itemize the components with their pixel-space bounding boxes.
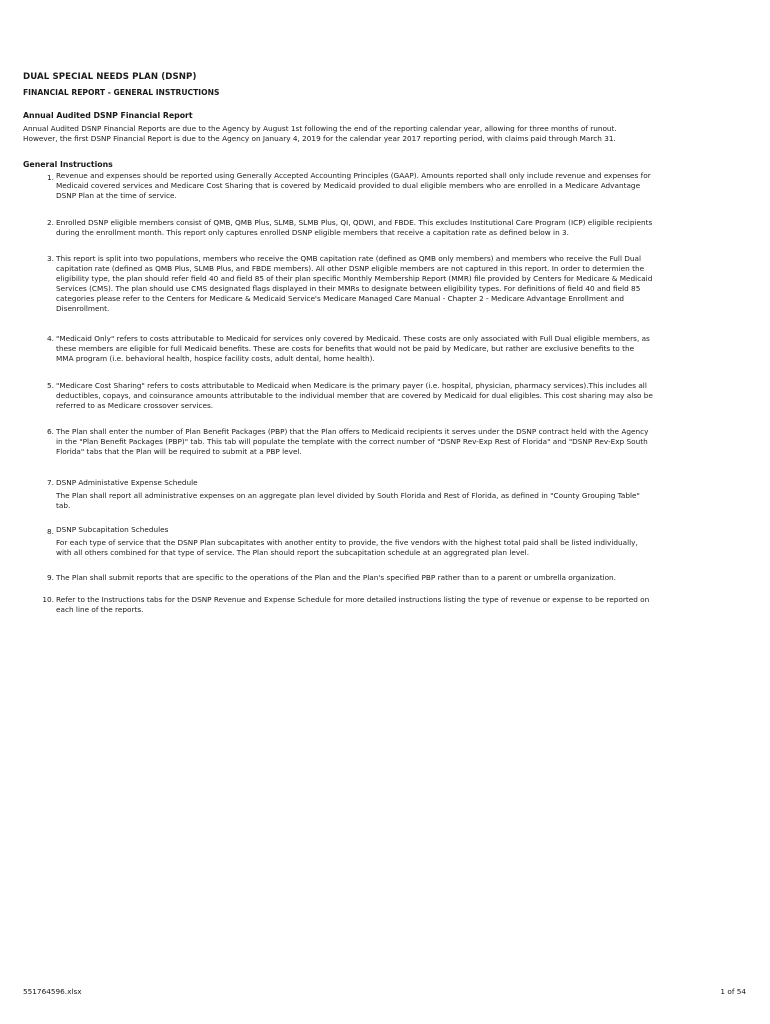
item-number: 1.: [47, 173, 54, 182]
item-number: 10.: [42, 595, 54, 604]
item-line: referred to as Medicare crossover services.: [56, 400, 214, 410]
document-subtitle: FINANCIAL REPORT - GENERAL INSTRUCTIONS: [23, 88, 220, 97]
paragraph-line: Annual Audited DSNP Financial Reports are due to the Agency by August 1st following the end of the reporting calendar year, allowing for three months of runout.: [23, 124, 617, 133]
item-line: MMA program (i.e. behavioral health, hospice facility costs, adult dental, home health).: [56, 353, 375, 363]
item-number: 4.: [47, 334, 54, 343]
item-line: Medicaid covered services and Medicare Cost Sharing that is covered by Medicaid provided to dual eligible members who are enrolled in a Medicare Advantage: [56, 180, 641, 190]
item-text: [56, 427, 746, 457]
item-line: DSNP Administative Expense Schedule: [56, 478, 198, 487]
item-text: [56, 478, 746, 511]
item-line: categories please refer to the Centers for Medicare & Medicaid Service's Medicare Managed Care Manual - Chapter 2 - Medicare Advantage Enrollment and: [56, 293, 624, 303]
item-line: The Plan shall submit reports that are specific to the operations of the Plan and the Plan's specified PBP rather than to a parent or umbrella organization.: [56, 573, 616, 582]
item-number: 7.: [47, 478, 54, 487]
item-line: This report is split into two populations, members who receive the QMB capitation rate (defined as QMB only members) and members who receive the Full Dual: [56, 254, 642, 263]
item-line: in the "Plan Benefit Packages (PBP)" tab. This tab will populate the template with the correct number of "DSNP Rev-Exp Rest of Florida" and "DSNP Rev-Exp South: [56, 436, 648, 446]
item-line: Enrolled DSNP eligible members consist of QMB, QMB Plus, SLMB, SLMB Plus, QI, QDWI, and FBDE. This excludes Institutional Care Program (ICP) eligible recipients: [56, 218, 653, 227]
item-text: [56, 218, 746, 238]
item-line: "Medicaid Only" refers to costs attributable to Medicaid for services only covered by Medicaid. These costs are only associated with Full Dual eligible members, as: [56, 334, 650, 343]
footer-filename: 551764596.xlsx: [23, 987, 82, 996]
footer-page-number: 1 of 54: [720, 987, 746, 996]
item-line: For each type of service that the DSNP Plan subcapitates with another entity to provide, the five vendors with the highest total paid shall be listed individually,: [56, 537, 638, 547]
item-line: Disenrollment.: [56, 303, 110, 313]
item-line: capitation rate (defined as QMB Plus, SLMB Plus, and FBDE members). All other DSNP eligible members are not captured in this report. In order to determien the: [56, 263, 645, 273]
item-number: 2.: [47, 218, 54, 227]
item-line: deductibles, copays, and coinsurance amounts attributable to the individual member that are covered by Medicaid for dual eligibles. This cost sharing may also be: [56, 390, 653, 400]
item-line: during the enrollment month. This report only captures enrolled DSNP eligible members that receive a capitation rate as defined below in 3.: [56, 227, 569, 237]
annual-report-heading: Annual Audited DSNP Financial Report: [23, 111, 193, 120]
general-instructions-heading: General Instructions: [23, 160, 113, 169]
item-line: The Plan shall report all administrative expenses on an aggregate plan level divided by South Florida and Rest of Florida, as defined in "County Grouping Table": [56, 490, 640, 500]
item-line: eligibility type, the plan should refer field 40 and field 85 of their plan specific Monthly Membership Report (MMR) file provided by Centers for Medicare & Medicaid: [56, 273, 653, 283]
item-text: [56, 595, 746, 615]
item-line: Revenue and expenses should be reported using Generally Accepted Accounting Principles (GAAP). Amounts reported shall only include revenue and expenses for: [56, 171, 651, 180]
annual-report-paragraph: [23, 124, 738, 144]
item-line: "Medicare Cost Sharing" refers to costs attributable to Medicaid when Medicare is the primary payer (i.e. hospital, physician, pharmacy services).This includes all: [56, 381, 647, 390]
item-line: these members are eligible for full Medicaid benefits. These are costs for benefits that would not be paid by Medicare, but rather are exclusive benefits to the: [56, 343, 635, 353]
item-text: [56, 334, 746, 364]
item-line: with all others combined for that type of service. The Plan should report the subcapitation schedule at an aggregrated plan level.: [56, 547, 530, 557]
item-line: Refer to the Instructions tabs for the DSNP Revenue and Expense Schedule for more detailed instructions listing the type of revenue or expense to be reported on: [56, 595, 650, 604]
paragraph-line: However, the first DSNP Financial Report is due to the Agency on January 4, 2019 for the calendar year 2017 reporting period, with claims paid through March 31.: [23, 134, 616, 143]
item-number: 8.: [47, 527, 54, 536]
item-line: The Plan shall enter the number of Plan Benefit Packages (PBP) that the Plan offers to Medicaid recipients it serves under the DSNP contract held with the Agency: [56, 427, 649, 436]
item-line: DSNP Plan at the time of service.: [56, 190, 177, 200]
item-text: [56, 254, 746, 313]
item-number: 6.: [47, 427, 54, 436]
item-number: 5.: [47, 381, 54, 390]
item-line: Services (CMS). The plan should use CMS designated flags displayed in their MMRs to designate between eligibility types. For definitions of field 40 and field 85: [56, 283, 641, 293]
document-title: DUAL SPECIAL NEEDS PLAN (DSNP): [23, 72, 197, 82]
item-line: DSNP Subcapitation Schedules: [56, 525, 169, 534]
item-text: [56, 381, 746, 411]
item-text: [56, 525, 746, 558]
item-line: each line of the reports.: [56, 604, 144, 614]
item-number: 3.: [47, 254, 54, 263]
item-number: 9.: [47, 573, 54, 582]
item-text: [56, 573, 746, 583]
item-text: [56, 171, 746, 201]
item-line: Florida" tabs that the Plan will be required to submit at a PBP level.: [56, 446, 302, 456]
item-line: tab.: [56, 500, 71, 510]
